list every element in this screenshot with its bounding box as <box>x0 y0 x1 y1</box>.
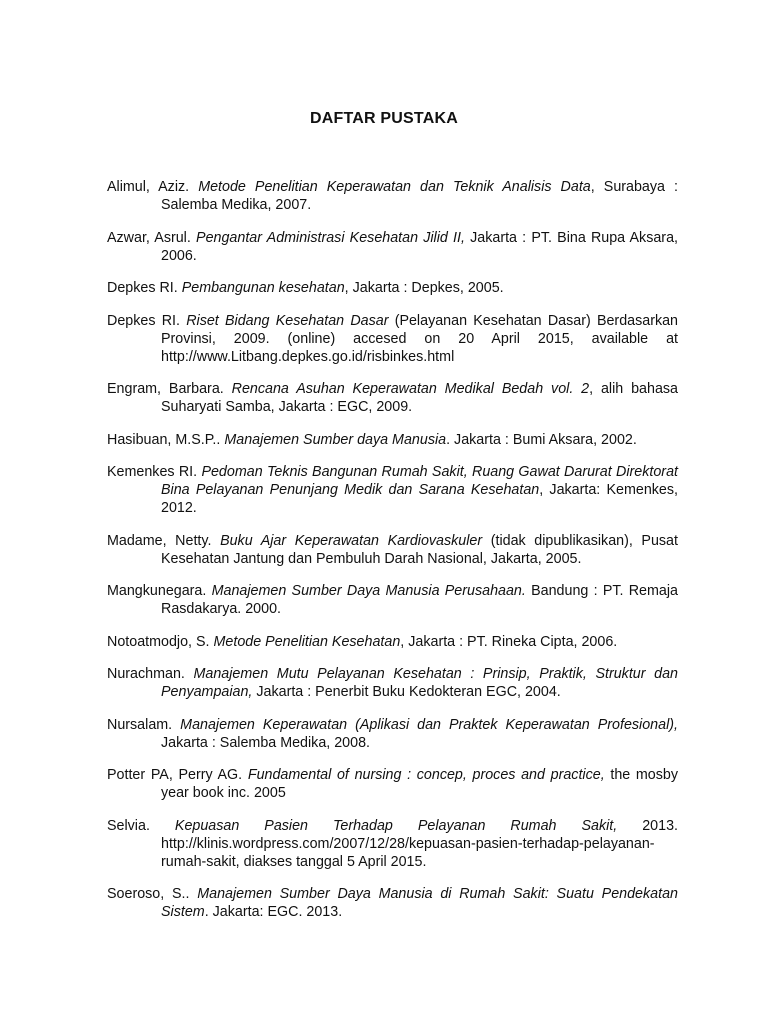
reference-title: Kepuasan Pasien Terhadap Pelayanan Rumah Sakit, <box>174 817 618 834</box>
reference-item <box>107 817 678 871</box>
reference-item <box>107 463 678 517</box>
reference-item <box>107 885 678 921</box>
reference-author: Mangkunegara. <box>107 583 207 600</box>
reference-item <box>107 312 678 366</box>
reference-author: Kemenkes RI. <box>107 464 198 481</box>
reference-details: 2013. http://klinis.wordpress.com/2007/12/28/kepuasan-pasien-terhadap-pelayanan-rumah-sakit, diakses tanggal 5 April 2015. <box>161 817 678 870</box>
reference-author: Notoatmodjo, S. <box>107 633 210 650</box>
reference-details: Jakarta : Salemba Medika, 2008. <box>161 734 371 751</box>
reference-item <box>107 431 678 449</box>
reference-item <box>107 665 678 701</box>
reference-details: , alih bahasa Suharyati Samba, Jakarta : EGC, 2009. <box>161 381 679 416</box>
reference-item <box>107 716 678 752</box>
reference-title: Metode Penelitian Keperawatan dan Teknik Analisis Data <box>198 179 591 196</box>
reference-title: Pengantar Administrasi Kesehatan Jilid II, <box>196 229 465 246</box>
reference-item <box>107 229 678 265</box>
reference-title: Manajemen Keperawatan (Aplikasi dan Praktek Keperawatan Profesional), <box>180 716 678 733</box>
reference-title: Manajemen Sumber Daya Manusia Perusahaan. <box>211 583 526 600</box>
reference-details: , Jakarta: Kemenkes, 2012. <box>161 482 679 517</box>
reference-author: Alimul, Aziz. <box>107 179 190 196</box>
reference-details: Jakarta : Penerbit Buku Kedokteran EGC, 2004. <box>252 684 561 701</box>
reference-item <box>107 178 678 214</box>
reference-title: Buku Ajar Keperawatan Kardiovaskuler <box>220 532 483 549</box>
reference-author: Selvia. <box>107 817 150 834</box>
reference-author: Soeroso, S.. <box>107 886 190 903</box>
reference-item <box>107 633 678 651</box>
reference-author: Azwar, Asrul. <box>107 229 191 246</box>
reference-details: , Surabaya : Salemba Medika, 2007. <box>161 179 678 214</box>
reference-details: (tidak dipublikasikan), Pusat Kesehatan Jantung dan Pembuluh Darah Nasional, Jakarta, 2005. <box>161 532 678 567</box>
reference-author: Depkes RI. <box>107 280 178 297</box>
reference-author: Hasibuan, M.S.P.. <box>107 431 221 448</box>
reference-list <box>107 164 678 936</box>
reference-item <box>107 532 678 568</box>
reference-details: . Jakarta: EGC. 2013. <box>204 904 343 921</box>
reference-author: Potter PA, Perry AG. <box>107 767 243 784</box>
reference-details: the mosby year book inc. 2005 <box>161 767 679 802</box>
reference-item <box>107 380 678 416</box>
reference-title: Fundamental of nursing : concep, proces and practice, <box>247 767 605 784</box>
reference-title: Metode Penelitian Kesehatan <box>213 633 401 650</box>
reference-author: Madame, Netty. <box>107 532 212 549</box>
reference-title: Manajemen Sumber daya Manusia <box>224 431 447 448</box>
reference-details: , Jakarta : PT. Rineka Cipta, 2006. <box>400 633 618 650</box>
reference-title: Manajemen Mutu Pelayanan Kesehatan : Prinsip, Praktik, Struktur dan Penyampaian, <box>161 666 678 701</box>
reference-title: Pembangunan kesehatan <box>181 280 345 297</box>
reference-author: Nurachman. <box>107 666 185 683</box>
reference-author: Engram, Barbara. <box>107 381 224 398</box>
reference-title: Pedoman Teknis Bangunan Rumah Sakit, Ruang Gawat Darurat Direktorat Bina Pelayanan Penunjang Medik dan Sarana Kesehatan <box>161 464 678 499</box>
reference-item <box>107 279 678 297</box>
reference-item <box>107 766 678 802</box>
reference-details: . Jakarta : Bumi Aksara, 2002. <box>446 431 637 448</box>
reference-details: (Pelayanan Kesehatan Dasar) Berdasarkan Provinsi, 2009. (online) accesed on 20 April 2015, available at http://www.Litbang.depkes.go.id/risbinkes.html <box>161 312 679 365</box>
reference-item <box>107 582 678 618</box>
reference-author: Depkes RI. <box>107 312 180 329</box>
reference-details: Jakarta : PT. Bina Rupa Aksara, 2006. <box>161 229 678 264</box>
reference-details: Bandung : PT. Remaja Rasdakarya. 2000. <box>161 583 678 618</box>
page-title: DAFTAR PUSTAKA <box>310 110 458 127</box>
reference-title: Riset Bidang Kesehatan Dasar <box>186 312 389 329</box>
reference-details: , Jakarta : Depkes, 2005. <box>344 280 504 297</box>
reference-title: Rencana Asuhan Keperawatan Medikal Bedah vol. 2 <box>231 381 590 398</box>
reference-author: Nursalam. <box>107 716 173 733</box>
reference-title: Manajemen Sumber Daya Manusia di Rumah Sakit: Suatu Pendekatan Sistem <box>161 886 678 921</box>
